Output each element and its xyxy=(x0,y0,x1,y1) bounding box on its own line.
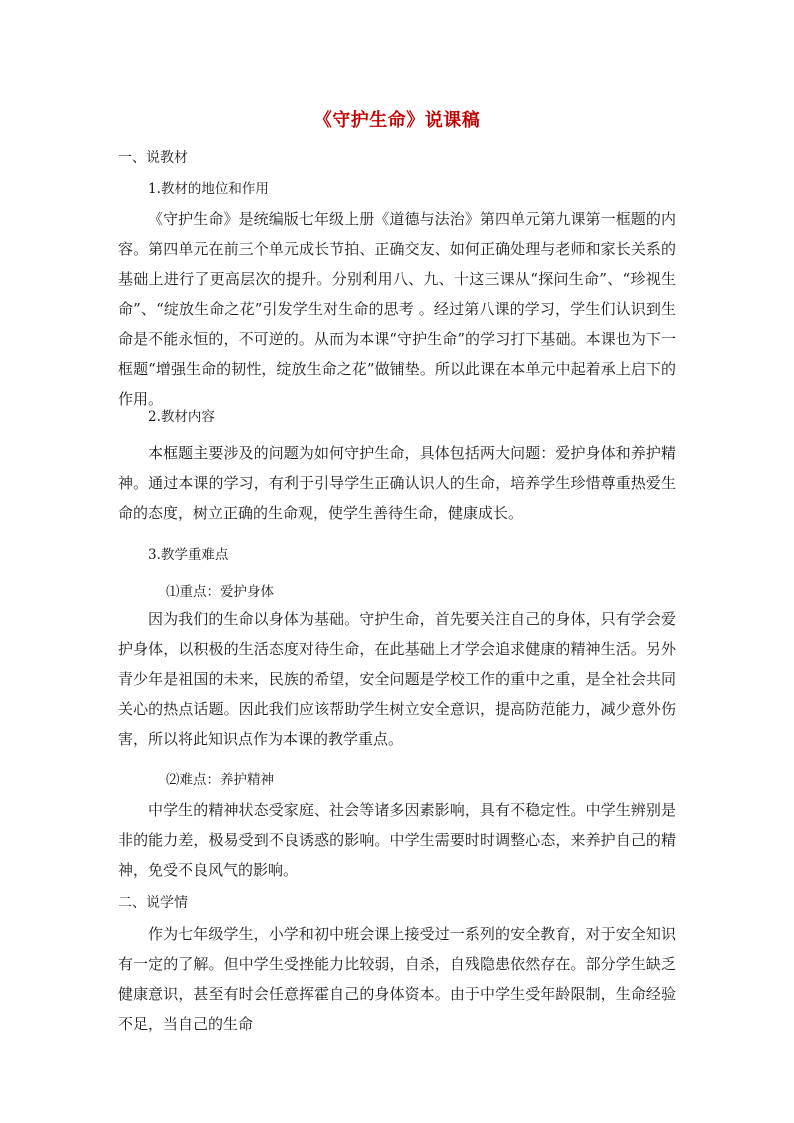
difficult-point-heading: ⑵难点：养护精神 xyxy=(166,772,274,788)
section-heading-student-analysis: 二、说学情 xyxy=(118,895,188,911)
paragraph-student-analysis: 作为七年级学生，小学和初中班会课上接受过一系列的安全教育，对于安全知识有一定的了解。但中学生受挫能力比较弱，自杀，自残隐患依然存在。部分学生缺乏健康意识，甚至有时会任意挥霍自己的身体资本。由于中学生受年龄限制，生命经验不足，当自己的生命 xyxy=(118,925,676,1033)
paragraph-status-and-role: 《守护生命》是统编版七年级上册《道德与法治》第四单元第九课第一框题的内容。第四单元在前三个单元成长节拍、正确交友、如何正确处理与老师和家长关系的基础上进行了更高层次的提升。分别利用八、九、十这三课从“探问生命”、“珍视生命”、“绽放生命之花”引发学生对生命的思考 。经过第八课的学习，学生们认识到生命是不能永恒的，不可逆的。从而为本课“守护生命”的学习打下基础。本课也为下一框题“增强生命的韧性，绽放生命之花”做铺垫。所以此课在本单元中起着承上启下的作用。 xyxy=(118,210,676,408)
subheading-material-content: 2.教材内容 xyxy=(148,409,215,425)
paragraph-difficult-point: 中学生的精神状态受家庭、社会等诸多因素影响，具有不稳定性。中学生辨别是非的能力差，极易受到不良诱惑的影响。中学生需要时时调整心态，来养护自己的精神，免受不良风气的影响。 xyxy=(118,801,676,879)
subheading-key-points: 3.教学重难点 xyxy=(148,547,229,563)
paragraph-material-content: 本框题主要涉及的问题为如何守护生命，具体包括两大问题：爱护身体和养护精神。通过本课的学习，有利于引导学生正确认识人的生命，培养学生珍惜尊重热爱生命的态度，树立正确的生命观，使学生善待生命，健康成长。 xyxy=(118,444,676,522)
key-point-heading: ⑴重点：爱护身体 xyxy=(166,584,274,600)
paragraph-key-point: 因为我们的生命以身体为基础。守护生命，首先要关注自己的身体，只有学会爱护身体，以积极的生活态度对待生命，在此基础上才学会追求健康的精神生活。另外青少年是祖国的未来，民族的希望，安全问题是学校工作的重中之重，是全社会共同关心的热点话题。因此我们应该帮助学生树立安全意识，提高防范能力，减少意外伤害，所以将此知识点作为本课的教学重点。 xyxy=(118,610,676,748)
section-heading-teaching-material: 一、说教材 xyxy=(118,150,188,166)
subheading-status-and-role: 1.教材的地位和作用 xyxy=(148,181,269,197)
page-title: 《守护生命》说课稿 xyxy=(313,110,481,131)
